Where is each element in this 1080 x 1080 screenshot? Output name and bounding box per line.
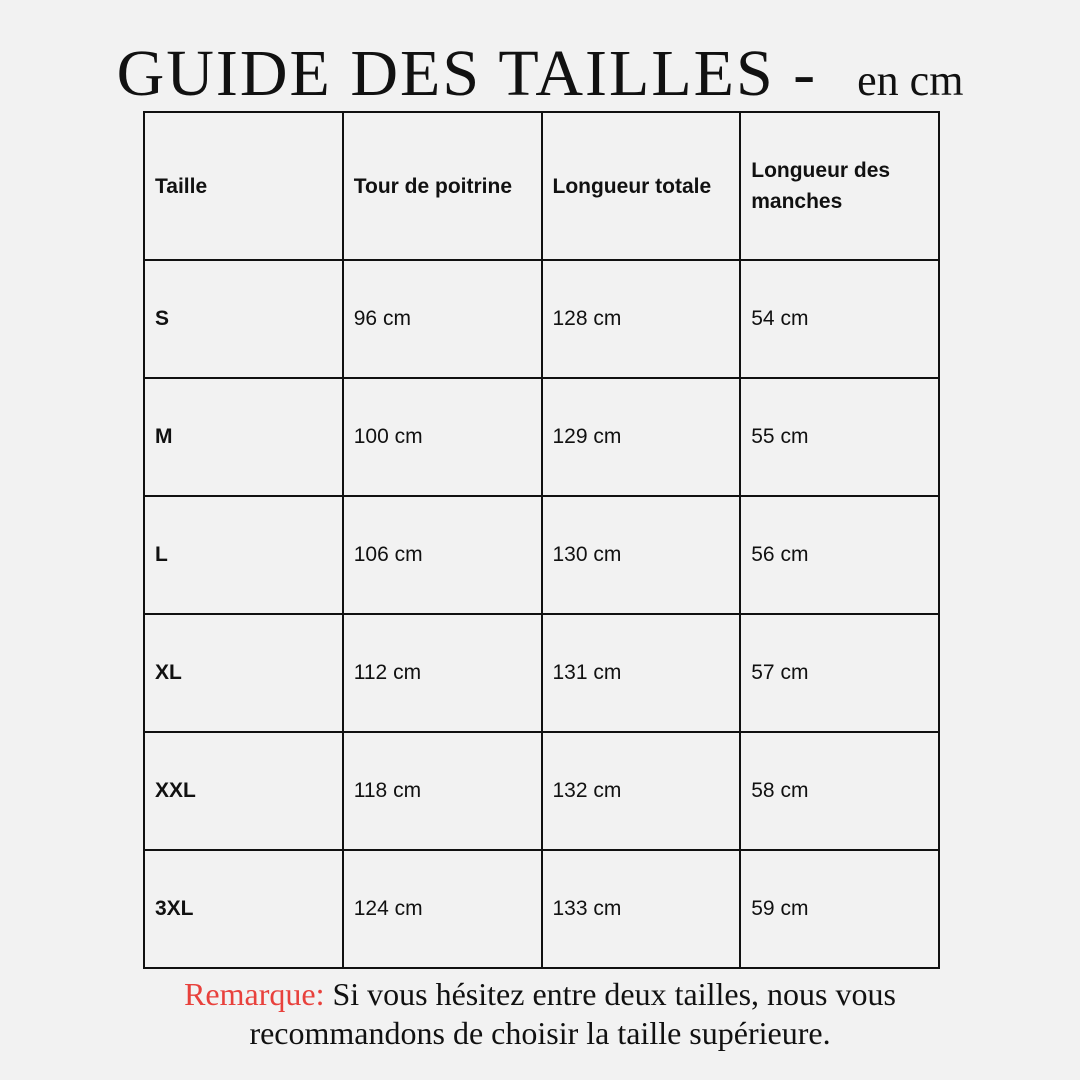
length-cell: 132 cm — [542, 732, 741, 850]
title-text: GUIDE DES TAILLES - — [116, 37, 818, 110]
size-table — [143, 111, 940, 969]
size-cell: XXL — [144, 732, 343, 850]
size-cell: L — [144, 496, 343, 614]
sleeve-cell: 59 cm — [740, 850, 939, 968]
size-cell: XL — [144, 614, 343, 732]
size-cell: S — [144, 260, 343, 378]
chest-cell: 112 cm — [343, 614, 542, 732]
length-cell: 130 cm — [542, 496, 741, 614]
table-row — [144, 732, 939, 850]
length-cell: 131 cm — [542, 614, 741, 732]
sleeve-cell: 55 cm — [740, 378, 939, 496]
length-cell: 128 cm — [542, 260, 741, 378]
remark-line-1: Si vous hésitez entre deux tailles, nous vous — [332, 976, 896, 1012]
table-row — [144, 614, 939, 732]
chest-cell: 124 cm — [343, 850, 542, 968]
page-title — [0, 36, 1080, 112]
header-longueur-des-manches: Longueur des manches — [740, 112, 939, 260]
remark-note — [40, 975, 1040, 1053]
remark-line-2: recommandons de choisir la taille supérieure. — [249, 1015, 831, 1051]
header-row — [144, 112, 939, 260]
length-cell: 133 cm — [542, 850, 741, 968]
size-cell: 3XL — [144, 850, 343, 968]
sleeve-cell: 54 cm — [740, 260, 939, 378]
header-taille: Taille — [144, 112, 343, 260]
sleeve-cell: 58 cm — [740, 732, 939, 850]
sleeve-cell: 56 cm — [740, 496, 939, 614]
chest-cell: 106 cm — [343, 496, 542, 614]
header-tour-de-poitrine: Tour de poitrine — [343, 112, 542, 260]
header-longueur-totale: Longueur totale — [542, 112, 741, 260]
table-row — [144, 496, 939, 614]
chest-cell: 118 cm — [343, 732, 542, 850]
table-row — [144, 260, 939, 378]
table-row — [144, 850, 939, 968]
chest-cell: 100 cm — [343, 378, 542, 496]
title-unit: en cm — [857, 56, 964, 105]
chest-cell: 96 cm — [343, 260, 542, 378]
remark-label: Remarque: — [184, 976, 325, 1012]
size-cell: M — [144, 378, 343, 496]
sleeve-cell: 57 cm — [740, 614, 939, 732]
length-cell: 129 cm — [542, 378, 741, 496]
table-row — [144, 378, 939, 496]
